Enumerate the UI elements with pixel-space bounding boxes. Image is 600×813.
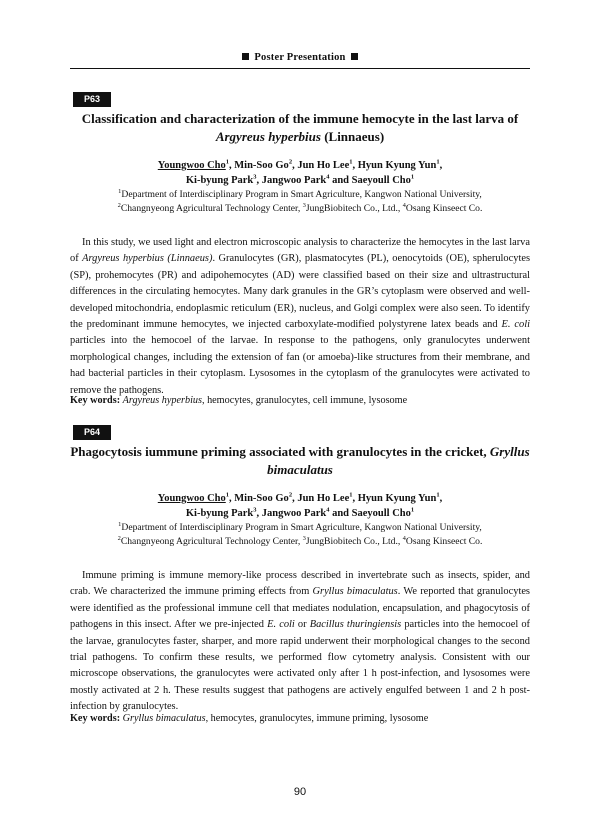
author: Hyun Kyung Yun xyxy=(357,493,437,504)
affil-mark: 4 xyxy=(326,173,330,181)
abstract-text: Immune priming is immune memory-like process described in invertebrate such as insects, spider, and crab. We characterized the immune priming effects from xyxy=(70,570,530,598)
author: Saeyoull Cho xyxy=(351,175,411,186)
author-list: Youngwoo Cho$^1$, Min-Soo Go$^2$, Jun Ho Lee$^1$, Hyun Kyung Yun$^1$, Ki-byung Park$^3$, Jangwoo Park$^4$ and Saeyoull Cho$^1$ xyxy=(157,158,443,186)
abstract-text: particles into the hemocoel of the larvae, granulocytes faster, sharper, and more rapid underwent their morphological changes to the second trial pathogens. To confirm these results, we performed flow cytometry analysis. Consistent with our microscope observations, the granulocytes were activated only after 1 h post-infection, and lysosomes were mostly activated at 2 h. These results suggest that pathogens are actively engulfed between 1 and 2 h post-infection by granulocytes. xyxy=(70,619,531,713)
keywords xyxy=(70,712,530,726)
author: Saeyoull Cho xyxy=(351,508,411,519)
affil-mark: 1 xyxy=(410,506,415,514)
affil-mark: 1 xyxy=(349,491,353,499)
abstract-italic: Gryllus bimaculatus xyxy=(312,586,398,598)
author: Min-Soo Go xyxy=(234,493,289,504)
abstract-text: particles into the hemocoel of the larvae. In response to the pathogens, only granulocytes underwent morphological changes, including the extension of fan (or amoeba)-like structures from their membrane, and had bacterial particles in their cytoplasm. Lysosomes in the cytoplasm of the granulocytes were activated to remove the pathogens. xyxy=(70,335,530,396)
abstract-paragraph xyxy=(70,568,530,716)
author: Jangwoo Park xyxy=(261,175,327,186)
affiliation: Department of Interdisciplinary Program in Smart Agriculture, Kangwon National University, xyxy=(121,522,482,533)
affil-mark: 1 xyxy=(349,158,353,166)
affil-mark: 1 xyxy=(410,173,415,181)
author: Ki-byung Park xyxy=(185,175,254,186)
abstract-italic: E. coli xyxy=(267,619,295,631)
author-list: Youngwoo Cho$^1$, Min-Soo Go$^2$, Jun Ho Lee$^1$, Hyun Kyung Yun$^1$, Ki-byung Park$^3$, Jangwoo Park$^4$ and Saeyoull Cho$^1$ xyxy=(157,491,443,519)
affil-mark: 2 xyxy=(117,201,121,209)
affil-mark: 3 xyxy=(302,534,306,542)
abstract-text: . Granulocytes (GR), plasmatocytes (PL), oenocytoids (OE), spherulocytes (SP), prohemocytes (PR) and adipohemocytes (AD) were classified based on their size and ultrastructural differences in the circulating hemocytes. Many dark granules in the GR’s cytoplasm were observed and well-developed mitochondria, endoplasmic reticulum (ER), nucleus, and Golgi complex were also seen. To identify the predominant immune hemocytes, we injected carboxylate-modified polystyrene latex beads and xyxy=(70,253,530,331)
title-suffix: (Linnaeus) xyxy=(324,129,385,144)
abstract-paragraph xyxy=(70,235,530,399)
poster-title xyxy=(70,110,530,146)
affiliation: Changnyeong Agricultural Technology Center, xyxy=(120,203,303,214)
abstract-italic: Bacillus thuringiensis xyxy=(309,619,402,631)
header-rule xyxy=(70,68,530,69)
abstract-text: In this study, we used light and electron microscopic analysis to characterize the hemocytes in the last larva of xyxy=(70,237,530,265)
affil-mark: 1 xyxy=(436,491,440,499)
affil-mark: 1 xyxy=(118,187,122,195)
presenting-author: Youngwoo Cho xyxy=(157,160,226,171)
affiliations xyxy=(70,188,530,216)
square-bullet-icon xyxy=(351,53,358,60)
affil-mark: 3 xyxy=(302,201,306,209)
affil-mark: 3 xyxy=(253,506,257,514)
keywords-italic: Gryllus bimaculatus xyxy=(122,713,206,724)
title-species: Argyreus hyperbius xyxy=(215,129,321,144)
affil-mark: 1 xyxy=(436,158,440,166)
keywords-text: , hemocytes, granulocytes, cell immune, lysosome xyxy=(201,395,408,406)
keywords-italic: Argyreus hyperbius xyxy=(122,395,202,406)
title-species: Gryllus bimaculatus xyxy=(267,444,530,477)
abstract xyxy=(70,235,530,399)
affiliations xyxy=(70,521,530,549)
affil-mark: 4 xyxy=(326,506,330,514)
affil-mark: 1 xyxy=(225,491,230,499)
affil-mark: 3 xyxy=(253,173,257,181)
keywords-text: , hemocytes, granulocytes, immune priming, lysosome xyxy=(205,713,429,724)
author: Jun Ho Lee xyxy=(297,493,350,504)
page-number: 90 xyxy=(293,786,307,798)
author: Hyun Kyung Yun xyxy=(357,160,437,171)
affiliation: Osang Kinseect Co. xyxy=(405,536,483,547)
keywords-label: Key words: xyxy=(70,713,121,724)
poster-code-badge: P63 xyxy=(73,92,111,107)
author: Jun Ho Lee xyxy=(297,160,350,171)
section-header xyxy=(0,52,600,63)
affil-mark: 2 xyxy=(288,158,293,166)
author: Ki-byung Park xyxy=(185,508,254,519)
affil-mark: 1 xyxy=(225,158,230,166)
affil-mark: 2 xyxy=(117,534,121,542)
keywords-label: Key words: xyxy=(70,395,121,406)
abstract-text: or xyxy=(294,619,310,631)
author: Jangwoo Park xyxy=(261,508,327,519)
affiliation: Department of Interdisciplinary Program in Smart Agriculture, Kangwon National University, xyxy=(121,189,482,200)
affiliation: JungBiobitech Co., Ltd., xyxy=(305,536,403,547)
affil-mark: 4 xyxy=(402,201,406,209)
affil-mark: 2 xyxy=(288,491,293,499)
affil-mark: 4 xyxy=(402,534,406,542)
poster-title xyxy=(70,443,530,479)
title-text: Classification and characterization of the immune hemocyte in the last larva of xyxy=(81,111,519,126)
square-bullet-icon xyxy=(242,53,249,60)
section-header-title: Poster Presentation xyxy=(254,52,346,63)
affiliation: Osang Kinseect Co. xyxy=(405,203,483,214)
abstract-italic: E. coli xyxy=(501,319,531,331)
affil-mark: 1 xyxy=(118,520,122,528)
affiliation: Changnyeong Agricultural Technology Center, xyxy=(120,536,303,547)
presenting-author: Youngwoo Cho xyxy=(157,493,226,504)
abstract-text: . We reported that granulocytes were identified as the professional immune cell that mediates nodulation, encapsulation, and phagocytosis of pathogens in this insect. After we pre-injected xyxy=(70,586,530,631)
author: Min-Soo Go xyxy=(234,160,289,171)
affiliation: JungBiobitech Co., Ltd., xyxy=(305,203,403,214)
keywords xyxy=(70,394,530,408)
title-text: Phagocytosis iummune priming associated with granulocytes in the cricket, xyxy=(70,444,487,459)
poster-code-badge: P64 xyxy=(73,425,111,440)
abstract xyxy=(70,568,530,716)
abstract-italic: Argyreus hyperbius (Linnaeus) xyxy=(82,253,213,265)
